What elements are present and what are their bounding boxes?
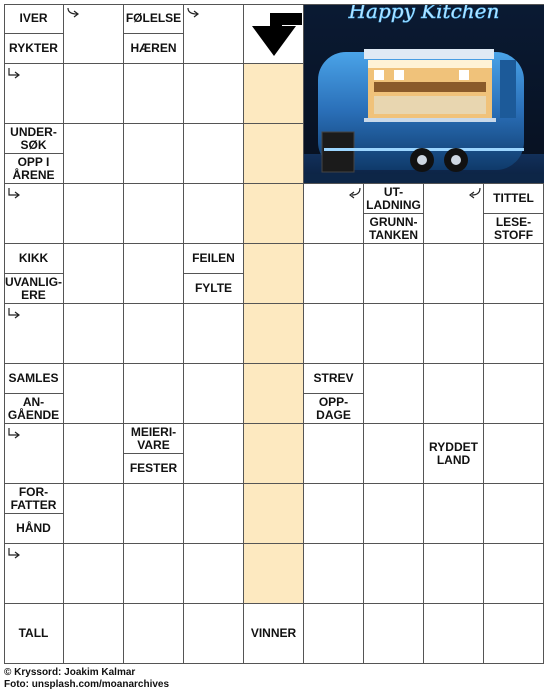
answer-cell[interactable] <box>64 604 124 664</box>
answer-cell[interactable] <box>64 364 124 424</box>
answer-cell[interactable] <box>364 424 424 484</box>
answer-cell[interactable] <box>304 604 364 664</box>
answer-cell[interactable] <box>304 304 364 364</box>
answer-cell[interactable] <box>124 364 184 424</box>
answer-cell[interactable] <box>184 484 244 544</box>
author-credit: © Kryssord: Joakim Kalmar <box>4 667 136 678</box>
clue-grunntanken: GRUNN- TANKEN <box>364 214 424 244</box>
answer-cell[interactable] <box>184 304 244 364</box>
answer-cell[interactable] <box>484 364 544 424</box>
clue-fester: FESTER <box>124 454 184 484</box>
answer-cell[interactable] <box>184 64 244 124</box>
clue-undersok: UNDER- SØK <box>4 124 64 154</box>
answer-cell[interactable] <box>424 364 484 424</box>
answer-cell[interactable] <box>424 304 484 364</box>
answer-cell[interactable] <box>4 64 64 124</box>
answer-cell[interactable] <box>184 364 244 424</box>
clue-fylte: FYLTE <box>184 274 244 304</box>
clue-uvanligere: UVANLIG- ERE <box>4 274 64 304</box>
answer-cell[interactable] <box>304 184 364 244</box>
clue-folelse: FØLELSE <box>124 4 184 34</box>
clue-forfatter: FOR- FATTER <box>4 484 64 514</box>
answer-cell[interactable] <box>364 364 424 424</box>
answer-cell[interactable] <box>4 424 64 484</box>
answer-cell[interactable] <box>124 124 184 184</box>
clue-kikk: KIKK <box>4 244 64 274</box>
answer-cell[interactable] <box>64 124 124 184</box>
answer-cell[interactable] <box>484 544 544 604</box>
answer-cell[interactable] <box>364 604 424 664</box>
clue-haand: HÅND <box>4 514 64 544</box>
solution-cell[interactable] <box>244 304 304 364</box>
answer-cell[interactable] <box>184 4 244 64</box>
food-truck-photo <box>304 4 544 184</box>
answer-cell[interactable] <box>364 544 424 604</box>
answer-cell[interactable] <box>364 484 424 544</box>
answer-cell[interactable] <box>64 544 124 604</box>
solution-cell[interactable] <box>244 244 304 304</box>
clue-utladning: UT- LADNING <box>364 184 424 214</box>
answer-cell[interactable] <box>64 184 124 244</box>
clue-iver: IVER <box>4 4 64 34</box>
answer-cell[interactable] <box>424 544 484 604</box>
answer-cell[interactable] <box>304 484 364 544</box>
solution-cell[interactable] <box>244 424 304 484</box>
answer-cell[interactable] <box>364 304 424 364</box>
answer-cell[interactable] <box>64 424 124 484</box>
photo-credit: Foto: unsplash.com/moanarchives <box>4 679 170 690</box>
answer-cell[interactable] <box>124 304 184 364</box>
neon-sign: Happy Kitchen <box>348 4 500 23</box>
answer-cell[interactable] <box>124 184 184 244</box>
clue-lesestoff: LESE- STOFF <box>484 214 544 244</box>
clue-feilen: FEILEN <box>184 244 244 274</box>
answer-cell[interactable] <box>424 184 484 244</box>
solution-cell[interactable] <box>244 484 304 544</box>
clue-samles: SAMLES <box>4 364 64 394</box>
answer-cell[interactable] <box>184 184 244 244</box>
answer-cell[interactable] <box>4 544 64 604</box>
answer-cell[interactable] <box>484 424 544 484</box>
clue-meierivare: MEIERI- VARE <box>124 424 184 454</box>
solution-cell[interactable] <box>244 124 304 184</box>
answer-cell[interactable] <box>304 544 364 604</box>
answer-cell[interactable] <box>124 64 184 124</box>
answer-cell[interactable] <box>484 244 544 304</box>
answer-cell[interactable] <box>64 4 124 64</box>
solution-arrow-icon <box>244 4 304 64</box>
answer-cell[interactable] <box>124 544 184 604</box>
clue-strev: STREV <box>304 364 364 394</box>
credits <box>4 667 169 691</box>
solution-cell[interactable] <box>244 184 304 244</box>
answer-cell[interactable] <box>184 424 244 484</box>
answer-cell[interactable] <box>484 484 544 544</box>
answer-cell[interactable] <box>184 544 244 604</box>
answer-cell[interactable] <box>484 304 544 364</box>
answer-cell[interactable] <box>304 424 364 484</box>
answer-cell[interactable] <box>4 184 64 244</box>
crossword-grid <box>4 4 544 664</box>
answer-cell[interactable] <box>304 244 364 304</box>
clue-tall: TALL <box>4 604 64 664</box>
clue-tittel: TITTEL <box>484 184 544 214</box>
answer-cell[interactable] <box>64 304 124 364</box>
answer-cell[interactable] <box>64 484 124 544</box>
clue-opp-i-arene: OPP I ÅRENE <box>4 154 64 184</box>
clue-ryddet-land: RYDDET LAND <box>424 424 484 484</box>
answer-cell[interactable] <box>64 244 124 304</box>
clue-vinner: VINNER <box>244 604 304 664</box>
answer-cell[interactable] <box>364 244 424 304</box>
answer-cell[interactable] <box>424 244 484 304</box>
answer-cell[interactable] <box>184 124 244 184</box>
answer-cell[interactable] <box>124 604 184 664</box>
solution-cell[interactable] <box>244 64 304 124</box>
solution-cell[interactable] <box>244 544 304 604</box>
answer-cell[interactable] <box>184 604 244 664</box>
clue-haeren: HÆREN <box>124 34 184 64</box>
solution-cell[interactable] <box>244 364 304 424</box>
answer-cell[interactable] <box>424 484 484 544</box>
answer-cell[interactable] <box>124 244 184 304</box>
answer-cell[interactable] <box>124 484 184 544</box>
answer-cell[interactable] <box>64 64 124 124</box>
clue-oppdage: OPP- DAGE <box>304 394 364 424</box>
clue-angaende: AN- GÅENDE <box>4 394 64 424</box>
answer-cell[interactable] <box>484 604 544 664</box>
answer-cell[interactable] <box>424 604 484 664</box>
clue-rykter: RYKTER <box>4 34 64 64</box>
answer-cell[interactable] <box>4 304 64 364</box>
